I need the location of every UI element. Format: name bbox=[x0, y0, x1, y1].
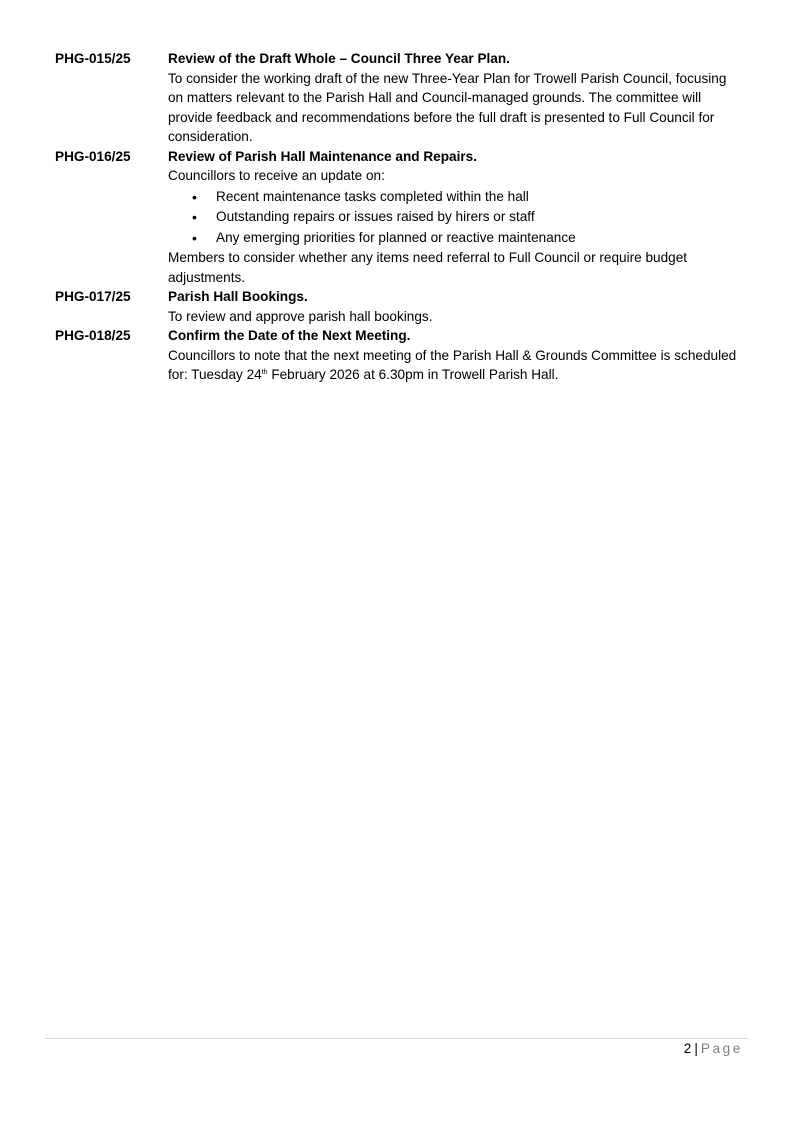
agenda-item-title: Confirm the Date of the Next Meeting. bbox=[168, 328, 411, 343]
agenda-item-phg-017 bbox=[55, 287, 745, 326]
agenda-item-text: To review and approve parish hall bookings. bbox=[168, 308, 433, 324]
agenda-item-body bbox=[168, 147, 745, 288]
bullet-icon: • bbox=[192, 188, 197, 205]
page-footer bbox=[684, 1040, 743, 1058]
agenda-item-text bbox=[168, 346, 745, 385]
agenda-item-intro: Councillors to receive an update on: bbox=[168, 168, 385, 183]
bullet-item bbox=[168, 187, 745, 208]
page-number: 2 bbox=[683, 1041, 692, 1056]
bullet-text: Outstanding repairs or issues raised by hirers or staff bbox=[216, 209, 535, 224]
agenda-item-body bbox=[168, 326, 745, 385]
bullet-icon: • bbox=[192, 229, 197, 246]
agenda-item-phg-016 bbox=[55, 147, 745, 288]
maintenance-bullet-list bbox=[168, 187, 745, 249]
bullet-text: Recent maintenance tasks completed within the hall bbox=[216, 188, 529, 204]
agenda-item-title: Parish Hall Bookings. bbox=[168, 289, 308, 304]
agenda-item-title: Review of Parish Hall Maintenance and Repairs. bbox=[168, 148, 477, 164]
bullet-text: Any emerging priorities for planned or reactive maintenance bbox=[216, 229, 576, 245]
agenda-item-text: To consider the working draft of the new Three-Year Plan for Trowell Parish Council, focusing on matters relevant to the Parish Hall and Council-managed grounds. The committee will provide feedback and recommendations before the full draft is presented to Full Council for consideration. bbox=[168, 70, 727, 144]
agenda-items bbox=[55, 49, 745, 385]
next-meeting-text-start: Councillors to note that the next meeting of the Parish Hall & Grounds Committee is scheduled for: Tuesday 24 bbox=[168, 347, 737, 382]
next-meeting-text-end: February 2026 at 6.30pm in Trowell Parish Hall. bbox=[267, 367, 559, 382]
agenda-item-body bbox=[168, 287, 745, 326]
agenda-item-phg-015 bbox=[55, 49, 745, 147]
agenda-item-outro: Members to consider whether any items need referral to Full Council or require budget adjustments. bbox=[168, 250, 688, 285]
agenda-item-ref: PHG-015/25 bbox=[55, 51, 131, 66]
agenda-item-body bbox=[168, 49, 745, 147]
agenda-item-ref: PHG-017/25 bbox=[55, 289, 131, 304]
bullet-item bbox=[168, 228, 745, 249]
agenda-item-ref: PHG-018/25 bbox=[55, 328, 131, 343]
agenda-item-title: Review of the Draft Whole – Council Three Year Plan. bbox=[168, 51, 510, 66]
page-label: Page bbox=[700, 1041, 743, 1056]
footer-divider bbox=[45, 1038, 748, 1039]
agenda-item-ref: PHG-016/25 bbox=[55, 148, 131, 164]
bullet-icon: • bbox=[192, 209, 197, 225]
bullet-item bbox=[168, 207, 745, 228]
agenda-item-phg-018 bbox=[55, 326, 745, 385]
footer-separator: | bbox=[694, 1041, 698, 1056]
date-ordinal-suffix: th bbox=[261, 369, 268, 376]
